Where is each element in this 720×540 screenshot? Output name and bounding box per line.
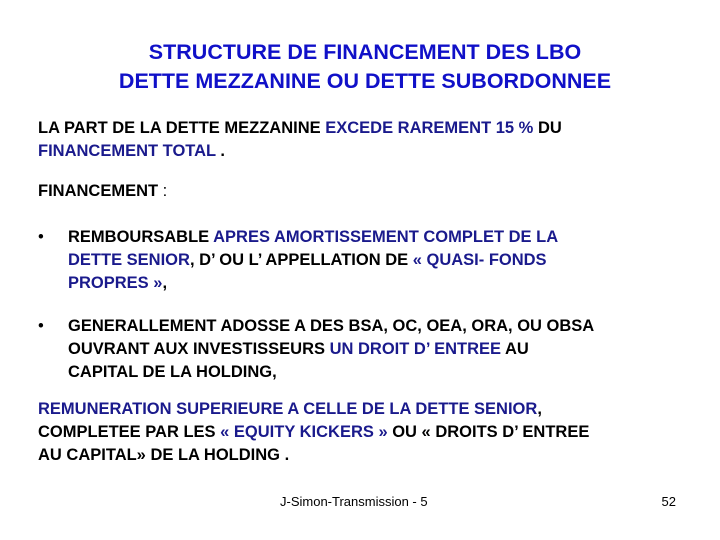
bullet-adosse <box>38 315 678 384</box>
text-segment: LA PART DE LA DETTE MEZZANINE <box>38 119 326 137</box>
highlight-segment: « QUASI- FONDS <box>412 251 547 269</box>
text-segment: GENERALLEMENT ADOSSE A DES BSA, OC, OEA, ORA, OU OBSA <box>68 317 595 335</box>
text-segment: REMBOURSABLE <box>68 228 214 246</box>
highlight-segment: EXCEDE RAREMENT 15 % <box>325 119 534 137</box>
highlight-segment: UN DROIT D’ ENTREE <box>329 340 502 358</box>
highlight-segment: « EQUITY KICKERS » <box>220 423 388 441</box>
paragraph-mezzanine-share <box>38 117 698 163</box>
bullet-remboursable <box>38 226 678 295</box>
title-line-1: STRUCTURE DE FINANCEMENT DES LBO <box>148 40 582 64</box>
text-segment: FINANCEMENT <box>38 182 159 200</box>
highlight-segment: FINANCEMENT TOTAL <box>38 142 216 160</box>
text-segment: , <box>162 274 168 292</box>
text-segment: DU <box>533 119 562 137</box>
highlight-segment: APRES AMORTISSEMENT COMPLET DE LA <box>213 228 559 246</box>
slide-title <box>0 38 720 96</box>
bullet-dot: • <box>38 317 44 335</box>
text-segment: AU CAPITAL» DE LA HOLDING . <box>38 446 290 464</box>
paragraph-financement <box>38 180 698 203</box>
highlight-segment: DETTE SENIOR <box>68 251 190 269</box>
text-segment: COMPLETEE PAR LES <box>38 423 221 441</box>
text-segment: . <box>215 142 225 160</box>
highlight-segment: REMUNERATION SUPERIEURE A CELLE DE LA DETTE SENIOR <box>38 400 538 418</box>
page-number: 52 <box>661 494 676 509</box>
bullet-dot: • <box>38 228 44 246</box>
text-segment: OUVRANT AUX INVESTISSEURS <box>68 340 330 358</box>
text-segment: AU <box>501 340 529 358</box>
text-segment: , <box>537 400 542 418</box>
text-segment: OU « DROITS D’ ENTREE <box>387 423 590 441</box>
text-segment: : <box>158 182 168 200</box>
paragraph-remuneration <box>38 398 698 467</box>
title-line-2: DETTE MEZZANINE OU DETTE SUBORDONNEE <box>118 69 612 93</box>
footer-source: J-Simon-Transmission - 5 <box>280 494 428 509</box>
text-segment: CAPITAL DE LA HOLDING, <box>68 363 277 381</box>
text-segment: , D’ OU L’ APPELLATION DE <box>189 251 413 269</box>
highlight-segment: PROPRES » <box>68 274 163 292</box>
